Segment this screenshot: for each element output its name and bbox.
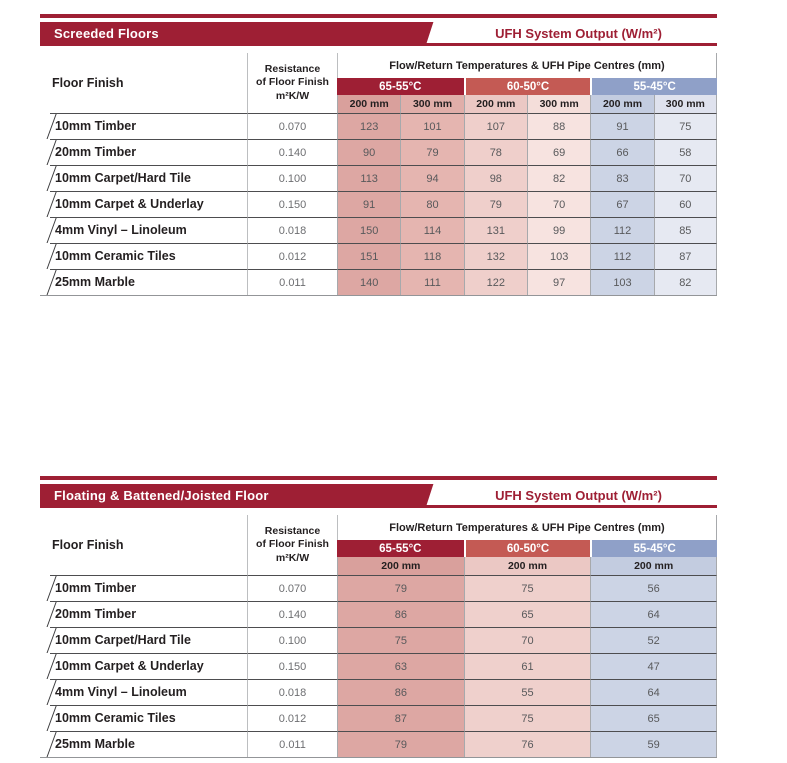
output-value-cell: 79 <box>400 139 463 165</box>
output-value-cell: 75 <box>464 575 591 601</box>
floor-finish-cell: 20mm Timber <box>40 601 247 627</box>
output-value-cell: 70 <box>464 627 591 653</box>
output-value-cell: 150 <box>337 217 400 243</box>
output-value-cell: 67 <box>590 191 653 217</box>
output-value-cell: 79 <box>464 191 527 217</box>
resistance-cell: 0.018 <box>247 679 337 705</box>
resistance-cell: 0.012 <box>247 243 337 269</box>
output-value-cell: 64 <box>590 601 717 627</box>
resistance-cell: 0.140 <box>247 139 337 165</box>
band-output-label: UFH System Output (W/m²) <box>495 26 662 41</box>
output-value-cell: 103 <box>527 243 590 269</box>
output-value-cell: 66 <box>590 139 653 165</box>
output-value-cell: 79 <box>337 731 464 757</box>
floor-finish-cell: 10mm Timber <box>40 113 247 139</box>
temp-group-header: 60-50°C <box>464 78 591 95</box>
band-title: Screeded Floors <box>54 26 159 41</box>
output-value-cell: 55 <box>464 679 591 705</box>
output-value-cell: 76 <box>464 731 591 757</box>
resistance-cell: 0.011 <box>247 269 337 295</box>
output-value-cell: 123 <box>337 113 400 139</box>
output-value-cell: 65 <box>590 705 717 731</box>
resistance-cell: 0.140 <box>247 601 337 627</box>
temp-group-header: 65-55°C <box>337 540 464 557</box>
resistance-cell: 0.070 <box>247 575 337 601</box>
resistance-cell: 0.100 <box>247 627 337 653</box>
pipe-centre-header: 200 mm <box>337 557 464 575</box>
resistance-header-line: m²K/W <box>275 89 310 102</box>
resistance-cell: 0.012 <box>247 705 337 731</box>
output-value-cell: 75 <box>464 705 591 731</box>
output-value-cell: 64 <box>590 679 717 705</box>
output-value-cell: 85 <box>654 217 717 243</box>
flow-return-header: Flow/Return Temperatures & UFH Pipe Centres (mm) <box>337 53 717 78</box>
floor-finish-header: Floor Finish <box>52 76 124 90</box>
section-gap <box>40 296 717 476</box>
floor-finish-cell: 20mm Timber <box>40 139 247 165</box>
floating-floor-table <box>40 515 717 758</box>
output-value-cell: 118 <box>400 243 463 269</box>
section-band <box>40 484 717 508</box>
output-value-cell: 151 <box>337 243 400 269</box>
output-value-cell: 86 <box>337 679 464 705</box>
output-value-cell: 88 <box>527 113 590 139</box>
output-value-cell: 112 <box>590 243 653 269</box>
screeded-floors-table <box>40 53 717 296</box>
pipe-centre-header: 200 mm <box>464 95 527 113</box>
floor-finish-cell: 25mm Marble <box>40 269 247 295</box>
temp-group-header: 55-45°C <box>590 78 717 95</box>
output-value-cell: 78 <box>464 139 527 165</box>
output-value-cell: 80 <box>400 191 463 217</box>
section-floating-floor <box>40 476 717 758</box>
section-screeded-floors <box>40 14 717 296</box>
flow-return-header: Flow/Return Temperatures & UFH Pipe Centres (mm) <box>337 515 717 540</box>
output-value-cell: 98 <box>464 165 527 191</box>
temp-group-header: 65-55°C <box>337 78 464 95</box>
floor-finish-header: Floor Finish <box>52 538 124 552</box>
output-value-cell: 61 <box>464 653 591 679</box>
floor-finish-cell: 10mm Carpet & Underlay <box>40 191 247 217</box>
floor-finish-cell: 10mm Carpet & Underlay <box>40 653 247 679</box>
output-value-cell: 103 <box>590 269 653 295</box>
output-value-cell: 91 <box>337 191 400 217</box>
pipe-centre-header: 300 mm <box>654 95 717 113</box>
output-value-cell: 91 <box>590 113 653 139</box>
output-value-cell: 82 <box>527 165 590 191</box>
output-value-cell: 82 <box>654 269 717 295</box>
output-value-cell: 47 <box>590 653 717 679</box>
resistance-cell: 0.070 <box>247 113 337 139</box>
output-value-cell: 70 <box>527 191 590 217</box>
floor-finish-cell: 10mm Timber <box>40 575 247 601</box>
floor-finish-cell: 25mm Marble <box>40 731 247 757</box>
output-value-cell: 83 <box>590 165 653 191</box>
pipe-centre-header: 300 mm <box>400 95 463 113</box>
top-rule <box>40 14 717 18</box>
pipe-centre-header: 300 mm <box>527 95 590 113</box>
floor-finish-cell: 4mm Vinyl – Linoleum <box>40 217 247 243</box>
resistance-cell: 0.150 <box>247 653 337 679</box>
output-value-cell: 113 <box>337 165 400 191</box>
output-value-cell: 111 <box>400 269 463 295</box>
output-value-cell: 59 <box>590 731 717 757</box>
pipe-centre-header: 200 mm <box>337 95 400 113</box>
resistance-header <box>247 515 337 575</box>
output-value-cell: 52 <box>590 627 717 653</box>
output-value-cell: 75 <box>654 113 717 139</box>
output-value-cell: 69 <box>527 139 590 165</box>
output-value-cell: 79 <box>337 575 464 601</box>
output-value-cell: 70 <box>654 165 717 191</box>
output-value-cell: 99 <box>527 217 590 243</box>
resistance-header-line: m²K/W <box>275 551 310 564</box>
output-value-cell: 107 <box>464 113 527 139</box>
section-band <box>40 22 717 46</box>
pipe-centre-header: 200 mm <box>590 95 653 113</box>
resistance-cell: 0.018 <box>247 217 337 243</box>
output-value-cell: 94 <box>400 165 463 191</box>
output-value-cell: 75 <box>337 627 464 653</box>
page-content <box>40 14 717 758</box>
output-value-cell: 87 <box>337 705 464 731</box>
floor-finish-cell: 4mm Vinyl – Linoleum <box>40 679 247 705</box>
resistance-cell: 0.011 <box>247 731 337 757</box>
output-value-cell: 140 <box>337 269 400 295</box>
temp-group-header: 55-45°C <box>590 540 717 557</box>
output-value-cell: 122 <box>464 269 527 295</box>
output-value-cell: 58 <box>654 139 717 165</box>
output-value-cell: 63 <box>337 653 464 679</box>
pipe-centre-header: 200 mm <box>590 557 717 575</box>
resistance-header <box>247 53 337 113</box>
floor-finish-cell: 10mm Ceramic Tiles <box>40 243 247 269</box>
output-value-cell: 97 <box>527 269 590 295</box>
temp-group-header: 60-50°C <box>464 540 591 557</box>
pipe-centre-header: 200 mm <box>464 557 591 575</box>
output-value-cell: 114 <box>400 217 463 243</box>
resistance-cell: 0.150 <box>247 191 337 217</box>
floor-finish-cell: 10mm Carpet/Hard Tile <box>40 165 247 191</box>
output-value-cell: 60 <box>654 191 717 217</box>
output-value-cell: 90 <box>337 139 400 165</box>
band-output-label: UFH System Output (W/m²) <box>495 488 662 503</box>
output-value-cell: 87 <box>654 243 717 269</box>
output-value-cell: 56 <box>590 575 717 601</box>
output-value-cell: 132 <box>464 243 527 269</box>
resistance-cell: 0.100 <box>247 165 337 191</box>
band-title: Floating & Battened/Joisted Floor <box>54 488 269 503</box>
output-value-cell: 86 <box>337 601 464 627</box>
output-value-cell: 101 <box>400 113 463 139</box>
output-value-cell: 112 <box>590 217 653 243</box>
floor-finish-cell: 10mm Carpet/Hard Tile <box>40 627 247 653</box>
floor-finish-cell: 10mm Ceramic Tiles <box>40 705 247 731</box>
resistance-header-line: of Floor Finish <box>256 76 329 89</box>
resistance-header-line: of Floor Finish <box>256 538 329 551</box>
output-value-cell: 65 <box>464 601 591 627</box>
output-value-cell: 131 <box>464 217 527 243</box>
top-rule <box>40 476 717 480</box>
resistance-header-line: Resistance <box>264 62 321 75</box>
resistance-header-line: Resistance <box>264 524 321 537</box>
